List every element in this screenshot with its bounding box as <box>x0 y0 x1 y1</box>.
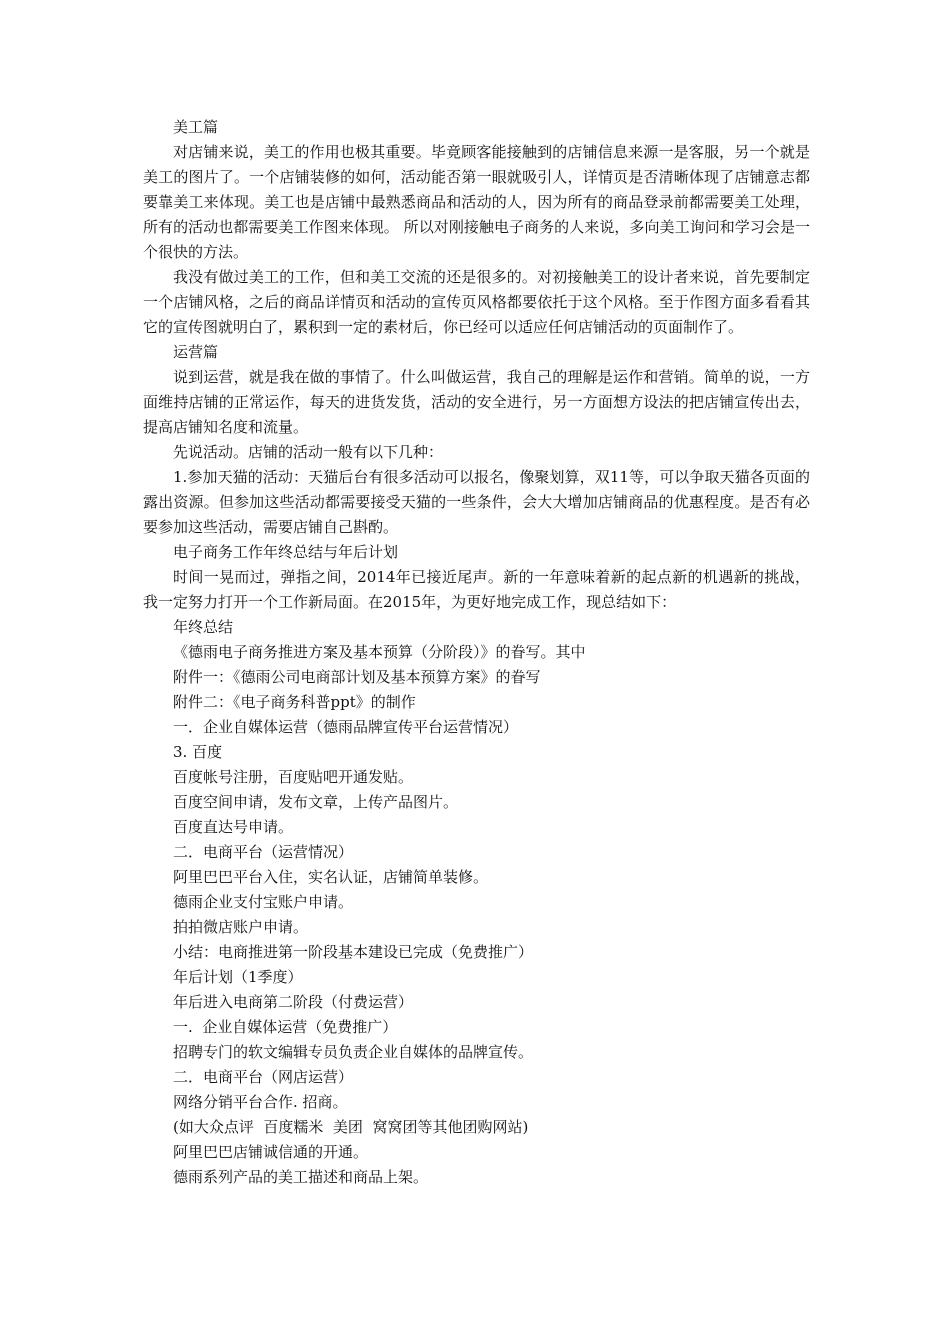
line-baidu-direct: 百度直达号申请。 <box>173 818 294 836</box>
paragraph-tmall-activities: 1.参加天猫的活动：天猫后台有很多活动可以报名，像聚划算，双11等，可以争取天猫各页面的露出资源。但参加这些活动都需要接受天猫的一些条件，会大大增加店铺商品的优惠程度。是否有必要参加这些活动，需要店铺自己斟酌。 <box>143 468 810 536</box>
paragraph-operations-definition: 说到运营，就是我在做的事情了。什么叫做运营，我自己的理解是运作和营销。简单的说，一方面维持店铺的正常运作，每天的进货发货，活动的安全进行，另一方面想方设法的把店铺宣传出去，提高店铺知名度和流量。 <box>143 368 810 436</box>
line-plan-platform-heading: 二．电商平台（网店运营） <box>173 1068 354 1086</box>
line-plan-distribution: 网络分销平台合作. 招商。 <box>173 1093 348 1111</box>
section-heading-summary: 年终总结 <box>173 618 234 636</box>
line-plan-product-listing: 德雨系列产品的美工描述和商品上架。 <box>173 1168 429 1186</box>
line-plan-alibaba-trust: 阿里巴巴店铺诚信通的开通。 <box>173 1143 369 1161</box>
line-plan-document: 《德雨电子商务推进方案及基本预算（分阶段）》的眷写。其中 <box>173 643 586 661</box>
paragraph-art-experience: 我没有做过美工的工作，但和美工交流的还是很多的。对初接触美工的设计者来说，首先要制定一个店铺风格，之后的商品详情页和活动的宣传页风格都要依托于这个风格。至于作图方面多看看其它的宣传图就明白了，累积到一定的素材后，你已经可以适应任何店铺活动的页面制作了。 <box>143 268 810 336</box>
section-heading-art: 美工篇 <box>173 118 219 136</box>
line-alipay-account: 德雨企业支付宝账户申请。 <box>173 893 354 911</box>
line-summary-conclusion: 小结：电商推进第一阶段基本建设已完成（免费推广） <box>173 943 534 961</box>
line-plan-self-media: 一. 企业自媒体运营（免费推广） <box>173 1018 398 1036</box>
paragraph-year-intro: 时间一晃而过，弹指之间，2014年已接近尾声。新的一年意味着新的起点新的机遇新的挑战，我一定努力打开一个工作新局面。在2015年，为更好地完成工作，现总结如下： <box>143 568 810 611</box>
line-attachment-2: 附件二：《电子商务科普ppt》的制作 <box>173 693 416 711</box>
line-self-media-heading: 一．企业自媒体运营（德雨品牌宣传平台运营情况） <box>173 718 519 736</box>
line-baidu-account: 百度帐号注册，百度贴吧开通发贴。 <box>173 768 414 786</box>
line-ecommerce-platform-heading: 二．电商平台（运营情况） <box>173 843 354 861</box>
line-baidu-space: 百度空间申请，发布文章，上传产品图片。 <box>173 793 459 811</box>
line-attachment-1: 附件一：《德雨公司电商部计划及基本预算方案》的眷写 <box>173 668 541 686</box>
line-plan-phase-two: 年后进入电商第二阶段（付费运营） <box>173 993 414 1011</box>
line-paipai-account: 拍拍微店账户申请。 <box>173 918 309 936</box>
paragraph-art-importance: 对店铺来说，美工的作用也极其重要。毕竟顾客能接触到的店铺信息来源一是客服，另一个就是美工的图片了。一个店铺装修的如何，活动能否第一眼就吸引人，详情页是否清晰体现了店铺意志都要靠美工来体现。美工也是店铺中最熟悉商品和活动的人，因为所有的商品登录前都需要美工处理，所有的活动也都需要美工作图来体现。 所以对刚接触电子商务的人来说，多向美工询问和学习会是一个很快的方法。 <box>143 143 810 261</box>
line-baidu-heading: 3. 百度 <box>173 743 223 761</box>
line-plan-group-buy: (如大众点评 百度糯米 美团 窝窝团等其他团购网站) <box>173 1118 529 1136</box>
document-title: 电子商务工作年终总结与年后计划 <box>173 543 399 561</box>
section-heading-operations: 运营篇 <box>173 343 219 361</box>
line-plan-heading: 年后计划（1季度） <box>173 968 303 986</box>
document-page <box>143 115 810 1190</box>
line-alibaba-entry: 阿里巴巴平台入住，实名认证，店铺简单装修。 <box>173 868 489 886</box>
paragraph-activities-intro: 先说活动。店铺的活动一般有以下几种： <box>173 443 444 461</box>
line-plan-recruit: 招聘专门的软文编辑专员负责企业自媒体的品牌宣传。 <box>173 1043 534 1061</box>
